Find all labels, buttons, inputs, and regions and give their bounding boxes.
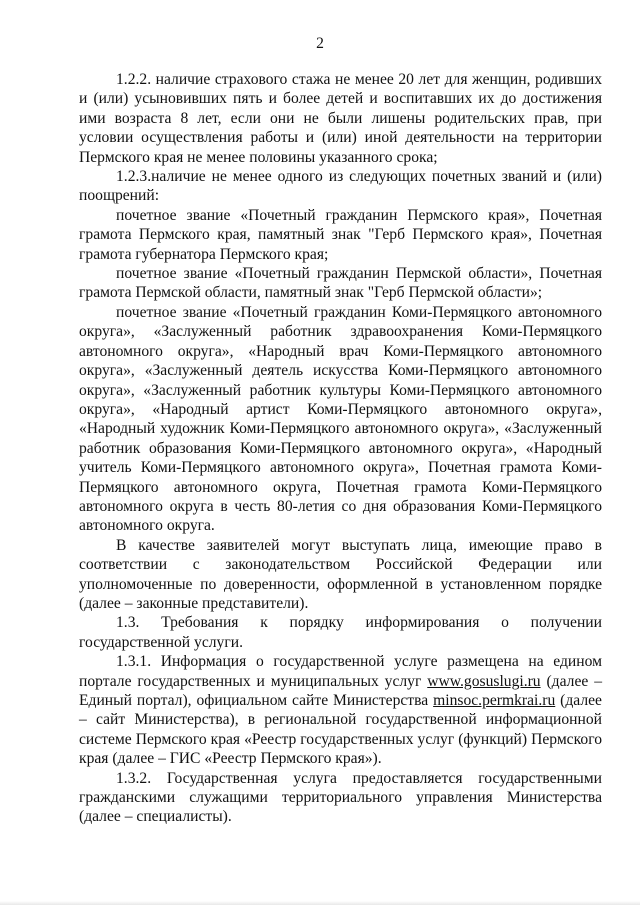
paragraph-applicants: В качестве заявителей могут выступать лица, имеющие право в соответствии с законодательством Российской Федерации или уполномоченные по доверенности, оформленной в установленном порядке (далее – законные представители).: [79, 536, 602, 612]
minsoc-link[interactable]: minsoc.permkrai.ru: [433, 692, 556, 709]
paragraph-1-3-1-text-b: (далее – Единый портал), официальном сайте Министерства: [79, 672, 602, 709]
paragraph-awards-perm-oblast: почетное звание «Почетный гражданин Пермской области», Почетная грамота Пермской области, памятный знак "Герб Пермской области»;: [79, 265, 602, 302]
paragraph-1-2-3: 1.2.3.наличие не менее одного из следующих почетных званий и (или) поощрений:: [79, 168, 602, 205]
paragraph-awards-perm-krai: почетное звание «Почетный гражданин Пермского края», Почетная грамота Пермского края, памятный знак "Герб Пермского края», Почетная грамота губернатора Пермского края;: [79, 206, 602, 263]
document-body: [79, 70, 602, 827]
paragraph-1-3-1: [79, 652, 602, 768]
scan-bottom-edge: [0, 901, 640, 905]
paragraph-1-3: 1.3. Требования к порядку информирования о получении государственной услуги.: [79, 614, 602, 651]
paragraph-1-3-1-text-a: 1.3.1. Информация о государственной услуге размещена на едином портале государственных и муниципальных услуг: [79, 653, 602, 690]
page-number: 2: [316, 35, 324, 52]
paragraph-1-3-2: 1.3.2. Государственная услуга предоставляется государственными гражданскими служащими территориального управления Министерства (далее – специалисты).: [79, 769, 602, 826]
paragraph-1-2-2: 1.2.2. наличие страхового стажа не менее 20 лет для женщин, родивших и (или) усыновивших пять и более детей и воспитавших их до достижения ими возраста 8 лет, если они не были лишены родительских прав, при условии осуществления работы и (или) иной деятельности на территории Пермского края не менее половины указанного срока;: [79, 71, 602, 166]
paragraph-1-3-1-text-c: (далее – сайт Министерства), в региональной государственной информационной системе Пермского края «Реестр государственных услуг (функций) Пермского края (далее – ГИС «Реестр Пермского края»).: [79, 692, 602, 768]
gosuslugi-link[interactable]: www.gosuslugi.ru: [427, 672, 541, 690]
paragraph-awards-komi: почетное звание «Почетный гражданин Коми-Пермяцкого автономного округа», «Заслуженный работник здравоохранения Коми-Пермяцкого автономного округа», «Народный врач Коми-Пермяцкого автономного округа», «Заслуженный деятель искусства Коми-Пермяцкого автономного округа», «Заслуженный работник культуры Коми-Пермяцкого автономного округа», «Народный артист Коми-Пермяцкого автономного округа», «Народный художник Коми-Пермяцкого автономного округа», «Заслуженный работник образования Коми-Пермяцкого автономного округа», «Народный учитель Коми-Пермяцкого автономного округа», Почетная грамота Коми-Пермяцкого автономного округа, Почетная грамота Коми-Пермяцкого автономного округа в честь 80-летия со дня образования Коми-Пермяцкого автономного округа.: [79, 303, 602, 535]
